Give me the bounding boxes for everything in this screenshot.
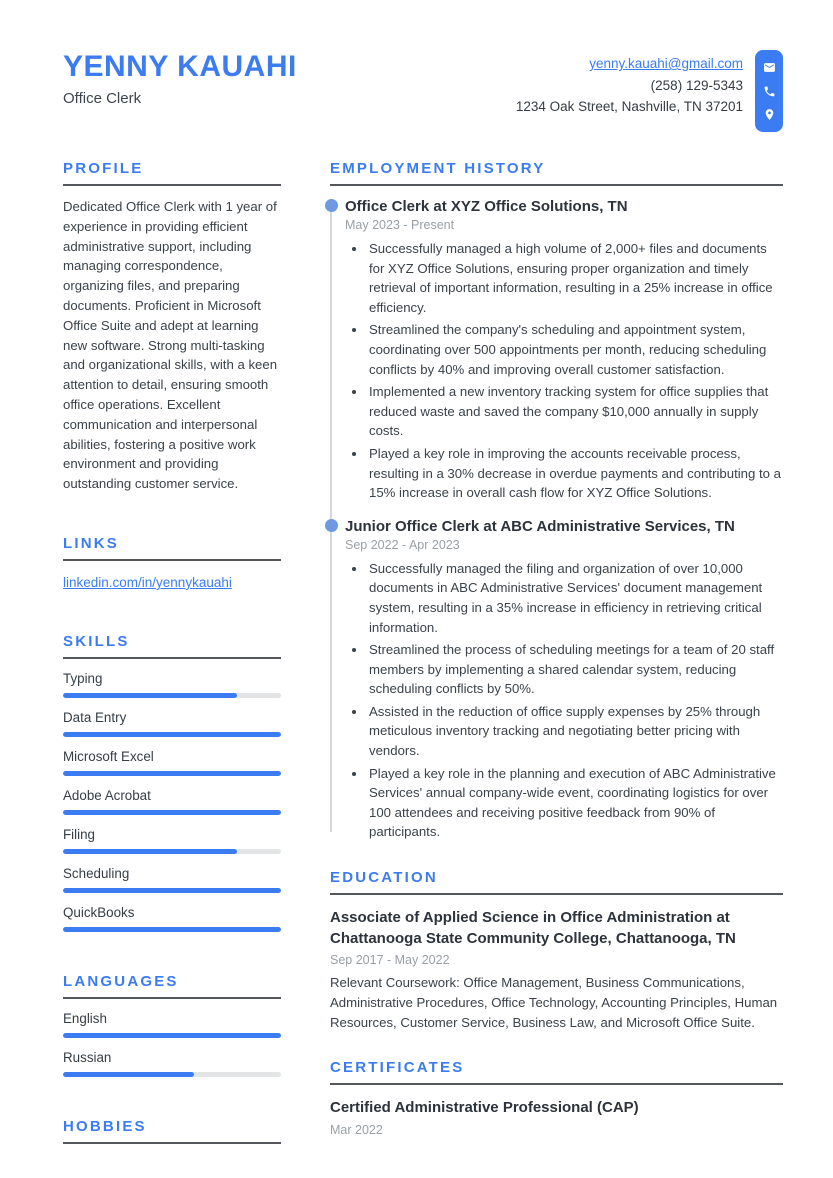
address-text: 1234 Oak Street, Nashville, TN 37201: [515, 99, 743, 114]
language-bar-track: [63, 1033, 281, 1038]
skill-bar-fill: [63, 693, 237, 698]
job-date-range: May 2023 - Present: [345, 218, 455, 232]
bullet-point: • Streamlined the process of scheduling meetings for a team of 20 staff members by implementing a shared calendar system, reducing scheduling conflicts by 50%.: [367, 640, 783, 699]
certificates-section: [330, 1059, 783, 1137]
skills-heading: SKILLS: [63, 633, 281, 659]
skill-bar-track: [63, 693, 281, 698]
language-label: Russian: [63, 1049, 112, 1065]
phone-icon: [763, 85, 776, 98]
language-item: [63, 1050, 281, 1077]
skill-item: [63, 866, 281, 893]
skill-label: Microsoft Excel: [63, 748, 154, 764]
skills-section: [63, 633, 281, 932]
language-bar-track: [63, 1072, 281, 1077]
links-section: [63, 535, 281, 592]
timeline-dot: [325, 199, 338, 212]
job-entry: [345, 518, 783, 842]
skills-list: [63, 671, 281, 932]
skill-bar-fill: [63, 771, 281, 776]
linkedin-link[interactable]: linkedin.com/in/yennykauahi: [63, 574, 232, 590]
employment-section: [330, 160, 783, 842]
certificates-heading: CERTIFICATES: [330, 1059, 783, 1085]
skill-bar-fill: [63, 810, 281, 815]
right-column: [330, 160, 783, 1137]
education-heading: EDUCATION: [330, 869, 783, 895]
job-entry: [345, 198, 783, 503]
contact-icons-panel: [755, 50, 783, 132]
hobbies-section: [63, 1118, 281, 1144]
language-bar-fill: [63, 1072, 194, 1077]
certificate-date: Mar 2022: [330, 1122, 383, 1137]
left-column: [63, 160, 281, 1178]
location-pin-icon: [763, 108, 776, 121]
languages-section: [63, 973, 281, 1077]
skill-label: Adobe Acrobat: [63, 787, 151, 803]
skill-bar-track: [63, 810, 281, 815]
skill-label: Data Entry: [63, 709, 127, 725]
skill-bar-fill: [63, 927, 281, 932]
links-heading: LINKS: [63, 535, 281, 561]
skill-label: Typing: [63, 670, 103, 686]
envelope-icon: [763, 61, 776, 74]
education-description: Relevant Coursework: Office Management, Business Communications, Administrative Procedures, Office Technology, Accounting Principles, Human Resources, Customer Service, Business Law, and Microsoft Office Suite.: [330, 975, 778, 1030]
contact-info: [516, 53, 743, 118]
degree-title: Associate of Applied Science in Office Administration at Chattanooga State Community College, Chattanooga, TN: [330, 909, 736, 947]
skill-label: Filing: [63, 826, 95, 842]
bullet-point: • Played a key role in improving the accounts receivable process, resulting in a 30% decrease in overdue payments and contributing to a 15% increase in overall cash flow for XYZ Office Solutions.: [367, 444, 783, 503]
language-item: [63, 1011, 281, 1038]
email-link[interactable]: yenny.kauahi@gmail.com: [589, 56, 743, 71]
employment-heading: EMPLOYMENT HISTORY: [330, 160, 783, 186]
skill-bar-track: [63, 771, 281, 776]
languages-heading: LANGUAGES: [63, 973, 281, 999]
skill-bar-track: [63, 888, 281, 893]
skill-bar-track: [63, 732, 281, 737]
header: [63, 50, 783, 150]
bullet-point: • Successfully managed a high volume of 2,000+ files and documents for XYZ Office Solutions, ensuring proper organization and timely retrieval of important information, resulting in a 25% increase in office efficiency.: [367, 239, 783, 317]
bullet-point: • Streamlined the company's scheduling and appointment system, coordinating over 500 appointments per month, reducing scheduling conflicts by 40% and improving overall customer satisfaction.: [367, 320, 783, 379]
bullet-point: • Played a key role in the planning and execution of ABC Administrative Services' annual company-wide event, coordinating logistics for over 100 attendees and receiving positive feedback from 90% of participants.: [367, 764, 783, 842]
profile-heading: PROFILE: [63, 160, 281, 186]
language-bar-fill: [63, 1033, 281, 1038]
skill-bar-fill: [63, 849, 237, 854]
skill-item: [63, 905, 281, 932]
job-date-range: Sep 2022 - Apr 2023: [345, 537, 460, 552]
phone-number: (258) 129-5343: [650, 77, 743, 93]
person-job-title: Office Clerk: [63, 90, 142, 107]
hobbies-heading: HOBBIES: [63, 1118, 281, 1144]
skill-bar-fill: [63, 888, 281, 893]
job-title: Junior Office Clerk at ABC Administrative Services, TN: [345, 517, 735, 535]
education-section: [330, 869, 783, 1032]
job-bullet-list: [345, 239, 783, 503]
education-date-range: Sep 2017 - May 2022: [330, 953, 450, 968]
bullet-point: • Assisted in the reduction of office supply expenses by 25% through meticulous inventory tracking and negotiating better pricing with vendors.: [367, 702, 783, 761]
skill-item: [63, 827, 281, 854]
skill-label: QuickBooks: [63, 904, 135, 920]
skill-bar-fill: [63, 732, 281, 737]
bullet-point: • Successfully managed the filing and organization of over 10,000 documents in ABC Administrative Services' document management system, resulting in a 35% increase in efficiency in retrieving critical information.: [367, 559, 783, 637]
profile-section: [63, 160, 281, 494]
skill-item: [63, 671, 281, 698]
language-label: English: [63, 1010, 107, 1026]
person-name: YENNY KAUAHI: [63, 50, 297, 83]
timeline-dot: [325, 519, 338, 532]
skill-bar-track: [63, 849, 281, 854]
certificate-title: Certified Administrative Professional (CAP): [330, 1099, 639, 1117]
job-bullet-list: [345, 559, 783, 842]
jobs-timeline: [330, 198, 783, 842]
skill-item: [63, 710, 281, 737]
job-title: Office Clerk at XYZ Office Solutions, TN: [345, 198, 628, 215]
skill-item: [63, 749, 281, 776]
bullet-point: • Implemented a new inventory tracking system for office supplies that reduced waste and saved the company $10,000 annually in supply costs.: [367, 382, 783, 441]
languages-list: [63, 1011, 281, 1077]
skill-label: Scheduling: [63, 865, 130, 881]
profile-text: Dedicated Office Clerk with 1 year of experience in providing efficient administrative support, including managing correspondence, organizing files, and preparing documents. Proficient in Microsoft Office Suite and adept at learning new software. Strong multi-tasking and organizational skills, with a keen attention to detail, ensuring smooth office operations. Excellent communication and interpersonal abilities, fostering a positive work environment and providing outstanding customer service.: [63, 199, 278, 492]
skill-bar-track: [63, 927, 281, 932]
skill-item: [63, 788, 281, 815]
